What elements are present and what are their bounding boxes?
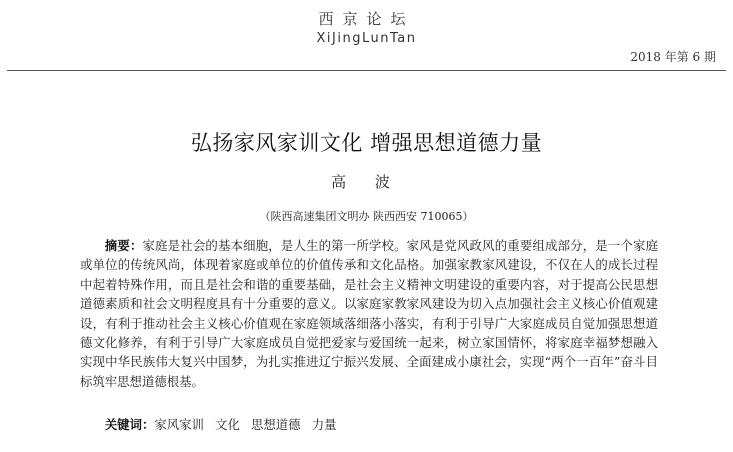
abstract-text: 家庭是社会的基本细胞，是人生的第一所学校。家风是党风政风的重要组成部分，是一个家庭或单位的传统风尚，体现着家庭或单位的价值传承和文化品格。加强家教家风建设，不仅在人的成长过程中起着特殊作用，而且是社会和谐的重要基础，是社会主义精神文明建设的重要内容，对于提高公民思想道德素质和社会文明程度具有十分重要的意义。以家庭家教家风建设为切入点加强社会主义核心价值观建设，有利于推动社会主义核心价值观在家庭领域落细落小落实，有利于引导广大家庭成员自觉加强思想道德文化修养，有利于引导广大家庭成员自觉把爱家与爱国统一起来，树立家国情怀，将家庭幸福梦想融入实现中华民族伟大复兴中国梦，为扎实推进辽宁振兴发展、全面建成小康社会，实现“两个一百年”奋斗目标筑牢思想道德根基。 bbox=[80, 238, 659, 389]
journal-name-cn: 西京论坛 bbox=[318, 10, 415, 28]
author-name: 高 波 bbox=[331, 173, 402, 191]
keywords-label: 关键词： bbox=[104, 417, 155, 432]
keyword-item: 思想道德 bbox=[251, 417, 301, 432]
keyword-item: 家风家训 bbox=[154, 417, 204, 432]
abstract bbox=[80, 236, 658, 391]
author-affiliation: （陕西高速集团文明办 陕西西安 710065） bbox=[259, 210, 474, 223]
journal-name-en: XiJingLunTan bbox=[316, 31, 417, 46]
keyword-item: 文化 bbox=[215, 417, 240, 432]
keywords bbox=[80, 415, 658, 434]
keyword-item: 力量 bbox=[311, 417, 337, 432]
article-title: 弘扬家风家训文化 增强思想道德力量 bbox=[190, 131, 543, 155]
abstract-label: 摘要： bbox=[104, 238, 143, 253]
header-rule bbox=[7, 70, 726, 71]
issue-number: 2018 年第 6 期 bbox=[630, 50, 716, 64]
